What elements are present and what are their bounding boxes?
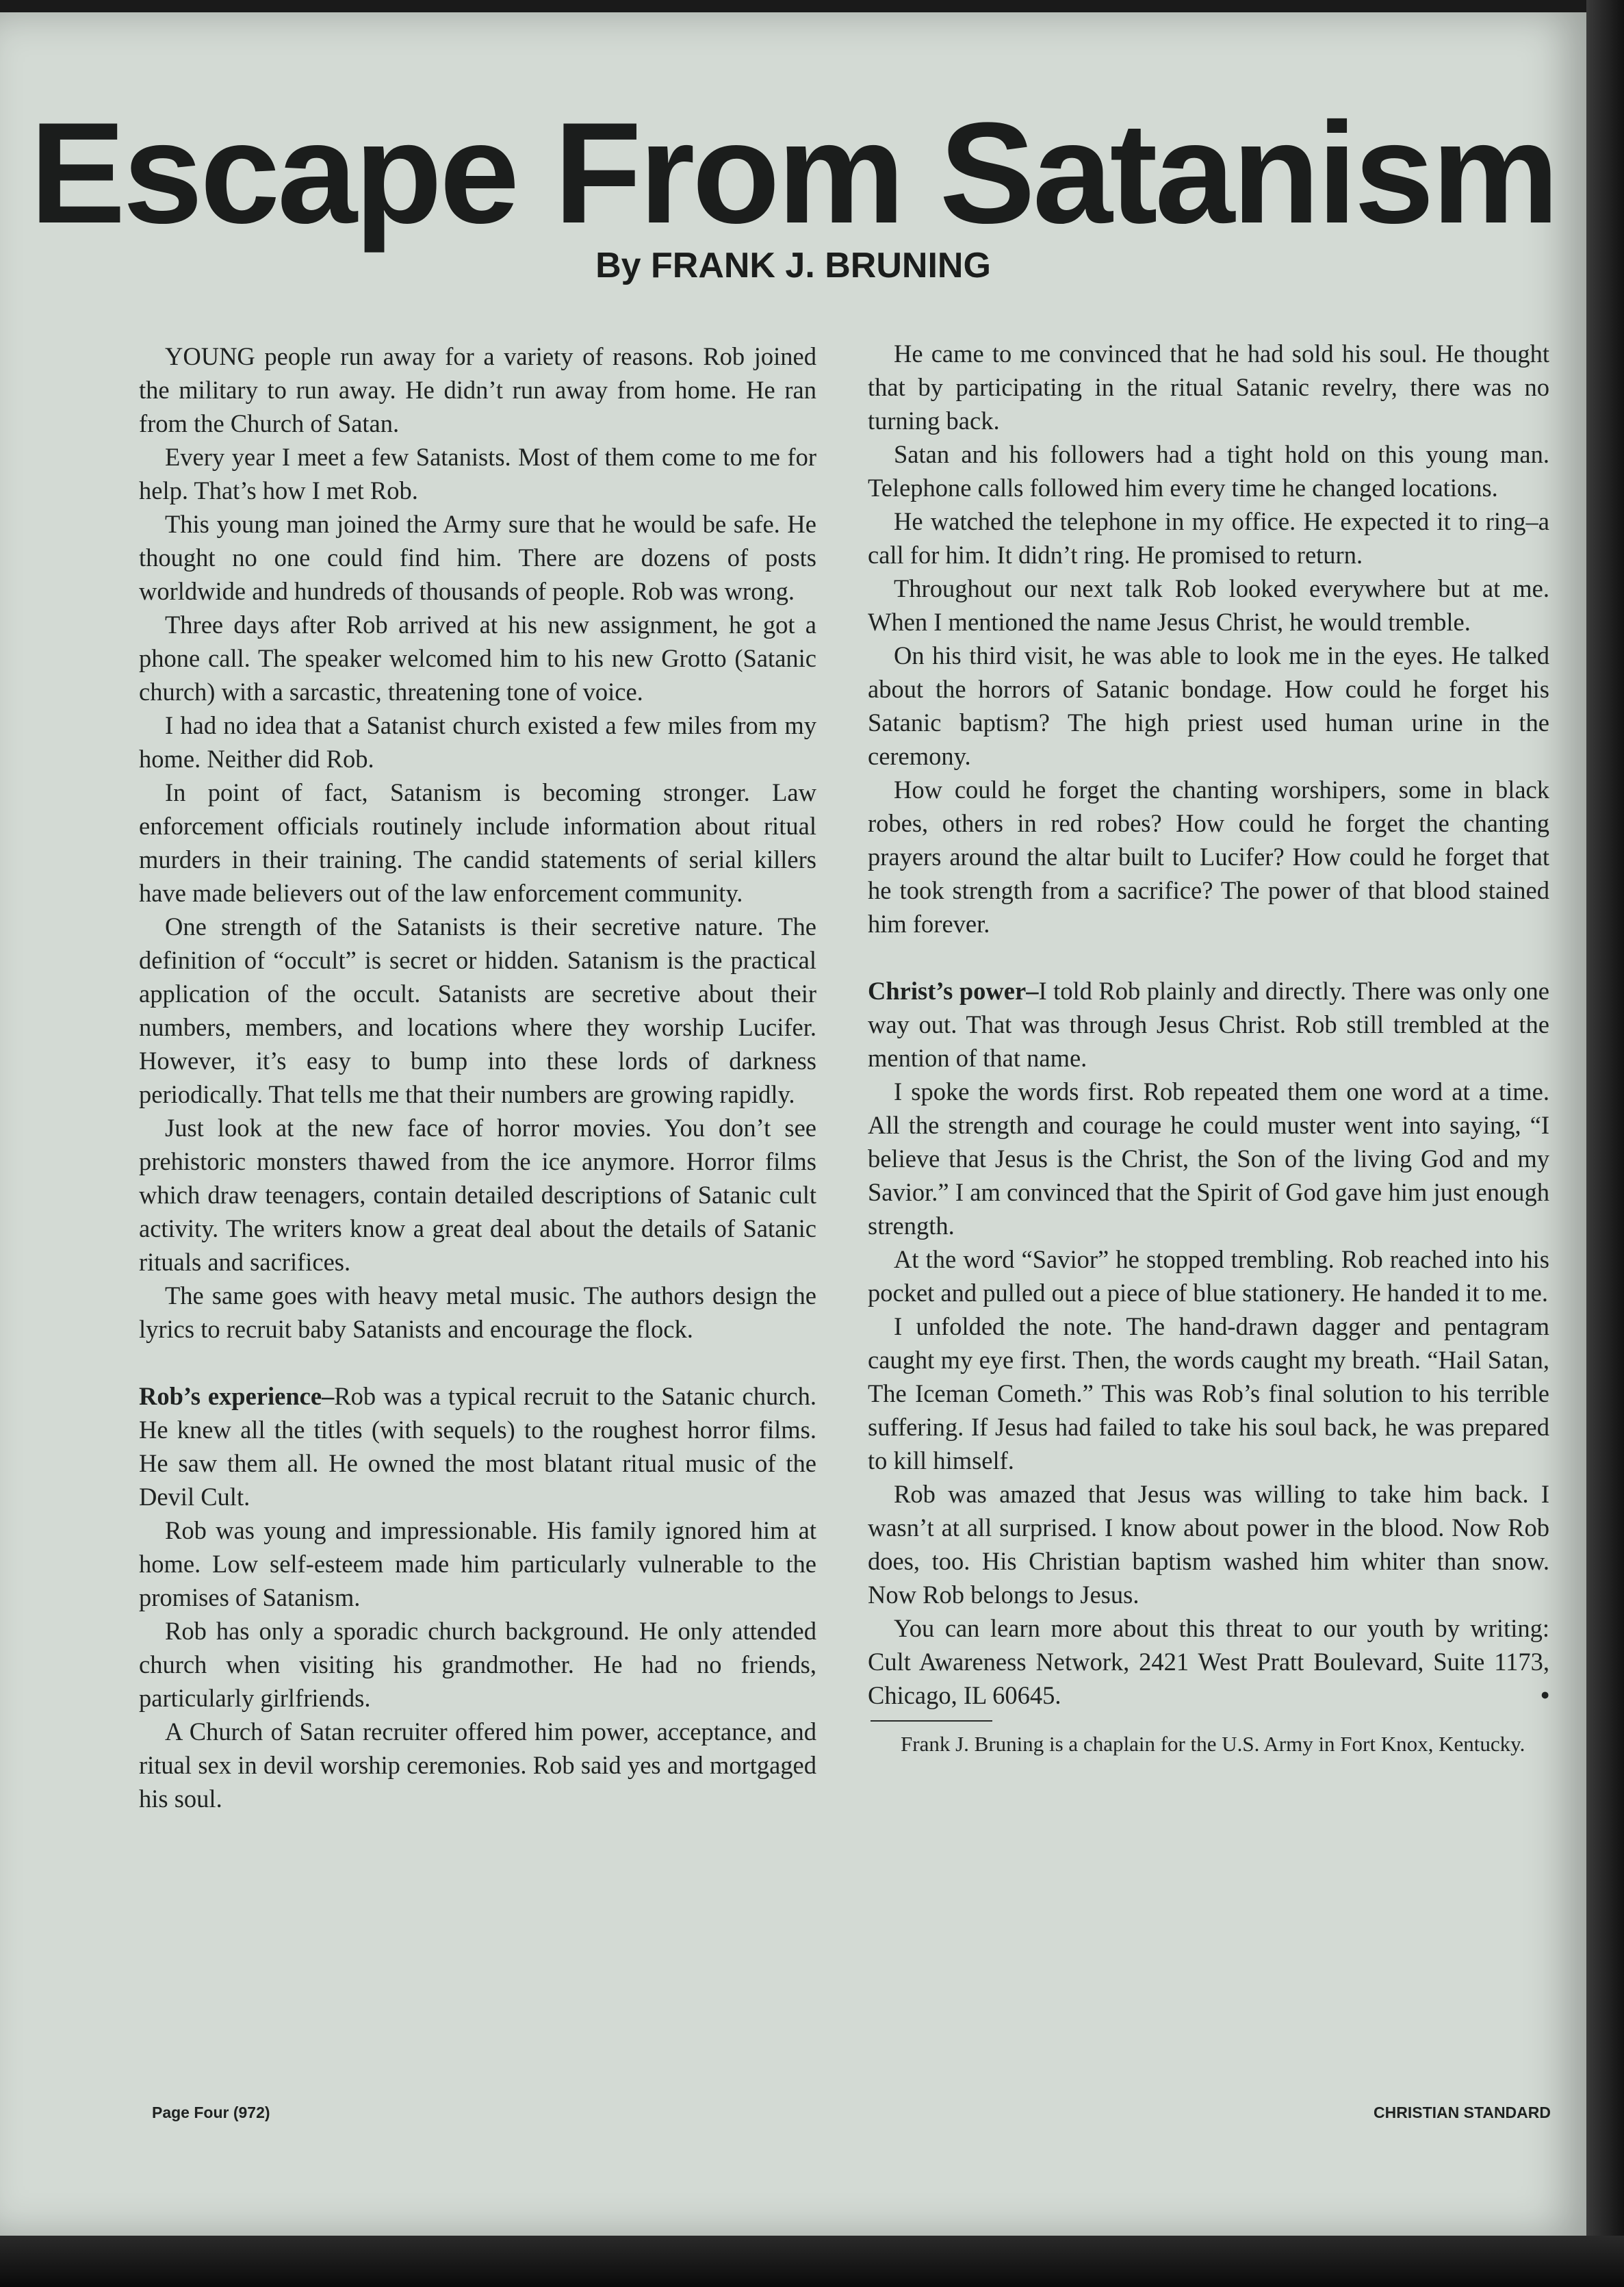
- paragraph: Three days after Rob arrived at his new assignment, he got a phone call. The speaker welcomed him to his new Grotto (Satanic church) with a sarcastic, threatening tone of voice.: [139, 611, 816, 706]
- end-mark: •: [1541, 1681, 1549, 1709]
- paragraph: Rob has only a sporadic church background. He only attended church when visiting his grandmother. He had no friends, particularly girlfriends.: [139, 1617, 816, 1712]
- paragraph: Just look at the new face of horror movies. You don’t see prehistoric monsters thawed from the ice anymore. Horror films which draw teenagers, contain detailed descriptions of Satanic cult activity. The writers know a great deal about the details of Satanic rituals and sacrifices.: [139, 1114, 816, 1276]
- section-text: I told Rob plainly and directly. There was only one way out. That was through Jesus Christ. Rob still trembled at the mention of that name.: [868, 977, 1549, 1072]
- paragraph: On his third visit, he was able to look me in the eyes. He talked about the horrors of Satanic bondage. How could he forget his Satanic baptism? The high priest used human urine in the ceremony.: [868, 641, 1549, 770]
- paragraph: He came to me convinced that he had sold his soul. He thought that by participating in the ritual Satanic revelry, there was no turning back.: [868, 340, 1549, 435]
- bottom-shadow: [0, 2236, 1624, 2287]
- paragraph: One strength of the Satanists is their secretive nature. The definition of “occult” is secret or hidden. Satanism is the practical application of the occult. Satanists are secretive about their numbers, members, and locations where they worship Lucifer. However, it’s easy to bump into these lords of darkness periodically. That tells me that their numbers are growing rapidly.: [139, 912, 816, 1108]
- section-text: Rob was a typical recruit to the Satanic church. He knew all the titles (with sequels) to the roughest horror films. He saw them all. He owned the most blatant ritual music of the Devil Cult.: [139, 1382, 816, 1511]
- article-byline: By FRANK J. BRUNING: [595, 246, 991, 285]
- section-paragraph: [139, 1379, 816, 1513]
- paragraph: At the word “Savior” he stopped trembling. Rob reached into his pocket and pulled out a piece of blue stationery. He handed it to me.: [868, 1245, 1549, 1307]
- paragraph: In point of fact, Satanism is becoming stronger. Law enforcement officials routinely include information about ritual murders in their training. The candid statements of serial killers have made believers out of the law enforcement community.: [139, 778, 816, 907]
- section-heading: Rob’s experience–: [139, 1382, 335, 1410]
- author-note: Frank J. Bruning is a chaplain for the U.S. Army in Fort Knox, Kentucky.: [901, 1732, 1525, 1756]
- closing-paragraph: [868, 1611, 1549, 1712]
- paragraph: He watched the telephone in my office. He expected it to ring–a call for him. It didn’t ring. He promised to return.: [868, 507, 1549, 569]
- article-title: Escape From Satanism: [29, 92, 1557, 253]
- paragraph: Throughout our next talk Rob looked everywhere but at me. When I mentioned the name Jesus Christ, he would tremble.: [868, 574, 1549, 636]
- paragraph: How could he forget the chanting worshipers, some in black robes, others in red robes? How could he forget the chanting prayers around the altar built to Lucifer? How could he forget that he took strength from a sacrifice? The power of that blood stained him forever.: [868, 776, 1549, 938]
- right-column: [868, 337, 1549, 1759]
- divider: [871, 1720, 992, 1722]
- section-heading: Christ’s power–: [868, 977, 1039, 1005]
- paragraph: Rob was amazed that Jesus was willing to take him back. I wasn’t at all surprised. I know about power in the blood. Now Rob does, too. His Christian baptism washed him whiter than snow. Now Rob belongs to Jesus.: [868, 1480, 1549, 1609]
- paragraph: I had no idea that a Satanist church existed a few miles from my home. Neither did Rob.: [139, 711, 816, 773]
- section-paragraph: [868, 974, 1549, 1075]
- binding-shadow: [1586, 0, 1624, 2287]
- left-column: [139, 340, 816, 1815]
- paragraph: Rob was young and impressionable. His family ignored him at home. Low self-esteem made him particularly vulnerable to the promises of Satanism.: [139, 1516, 816, 1611]
- magazine-page: [0, 12, 1586, 2236]
- publication-name: CHRISTIAN STANDARD: [1374, 2104, 1551, 2121]
- paragraph: This young man joined the Army sure that he would be safe. He thought no one could find him. There are dozens of posts worldwide and hundreds of thousands of people. Rob was wrong.: [139, 510, 816, 605]
- paragraph: I spoke the words first. Rob repeated them one word at a time. All the strength and courage he could muster went into saying, “I believe that Jesus is the Christ, the Son of the living God and my Savior.” I am convinced that the Spirit of God gave him just enough strength.: [868, 1077, 1549, 1240]
- page-number: Page Four (972): [152, 2104, 270, 2121]
- paragraph: A Church of Satan recruiter offered him power, acceptance, and ritual sex in devil worship ceremonies. Rob said yes and mortgaged his soul.: [139, 1717, 816, 1813]
- paragraph: I unfolded the note. The hand-drawn dagger and pentagram caught my eye first. Then, the words caught my breath. “Hail Satan, The Iceman Cometh.” This was Rob’s final solution to his terrible suffering. If Jesus had failed to take his soul back, he was prepared to kill himself.: [868, 1312, 1549, 1474]
- paragraph: Satan and his followers had a tight hold on this young man. Telephone calls followed him every time he changed locations.: [868, 440, 1549, 502]
- paragraph: YOUNG people run away for a variety of reasons. Rob joined the military to run away. He didn’t run away from home. He ran from the Church of Satan.: [139, 342, 816, 437]
- paragraph: Every year I meet a few Satanists. Most of them come to me for help. That’s how I met Rob.: [139, 443, 816, 504]
- paragraph: The same goes with heavy metal music. The authors design the lyrics to recruit baby Satanists and encourage the flock.: [139, 1281, 816, 1343]
- closing-text: You can learn more about this threat to our youth by writing: Cult Awareness Network, 2421 West Pratt Boulevard, Suite 1173, Chicago, IL 60645.: [868, 1614, 1549, 1709]
